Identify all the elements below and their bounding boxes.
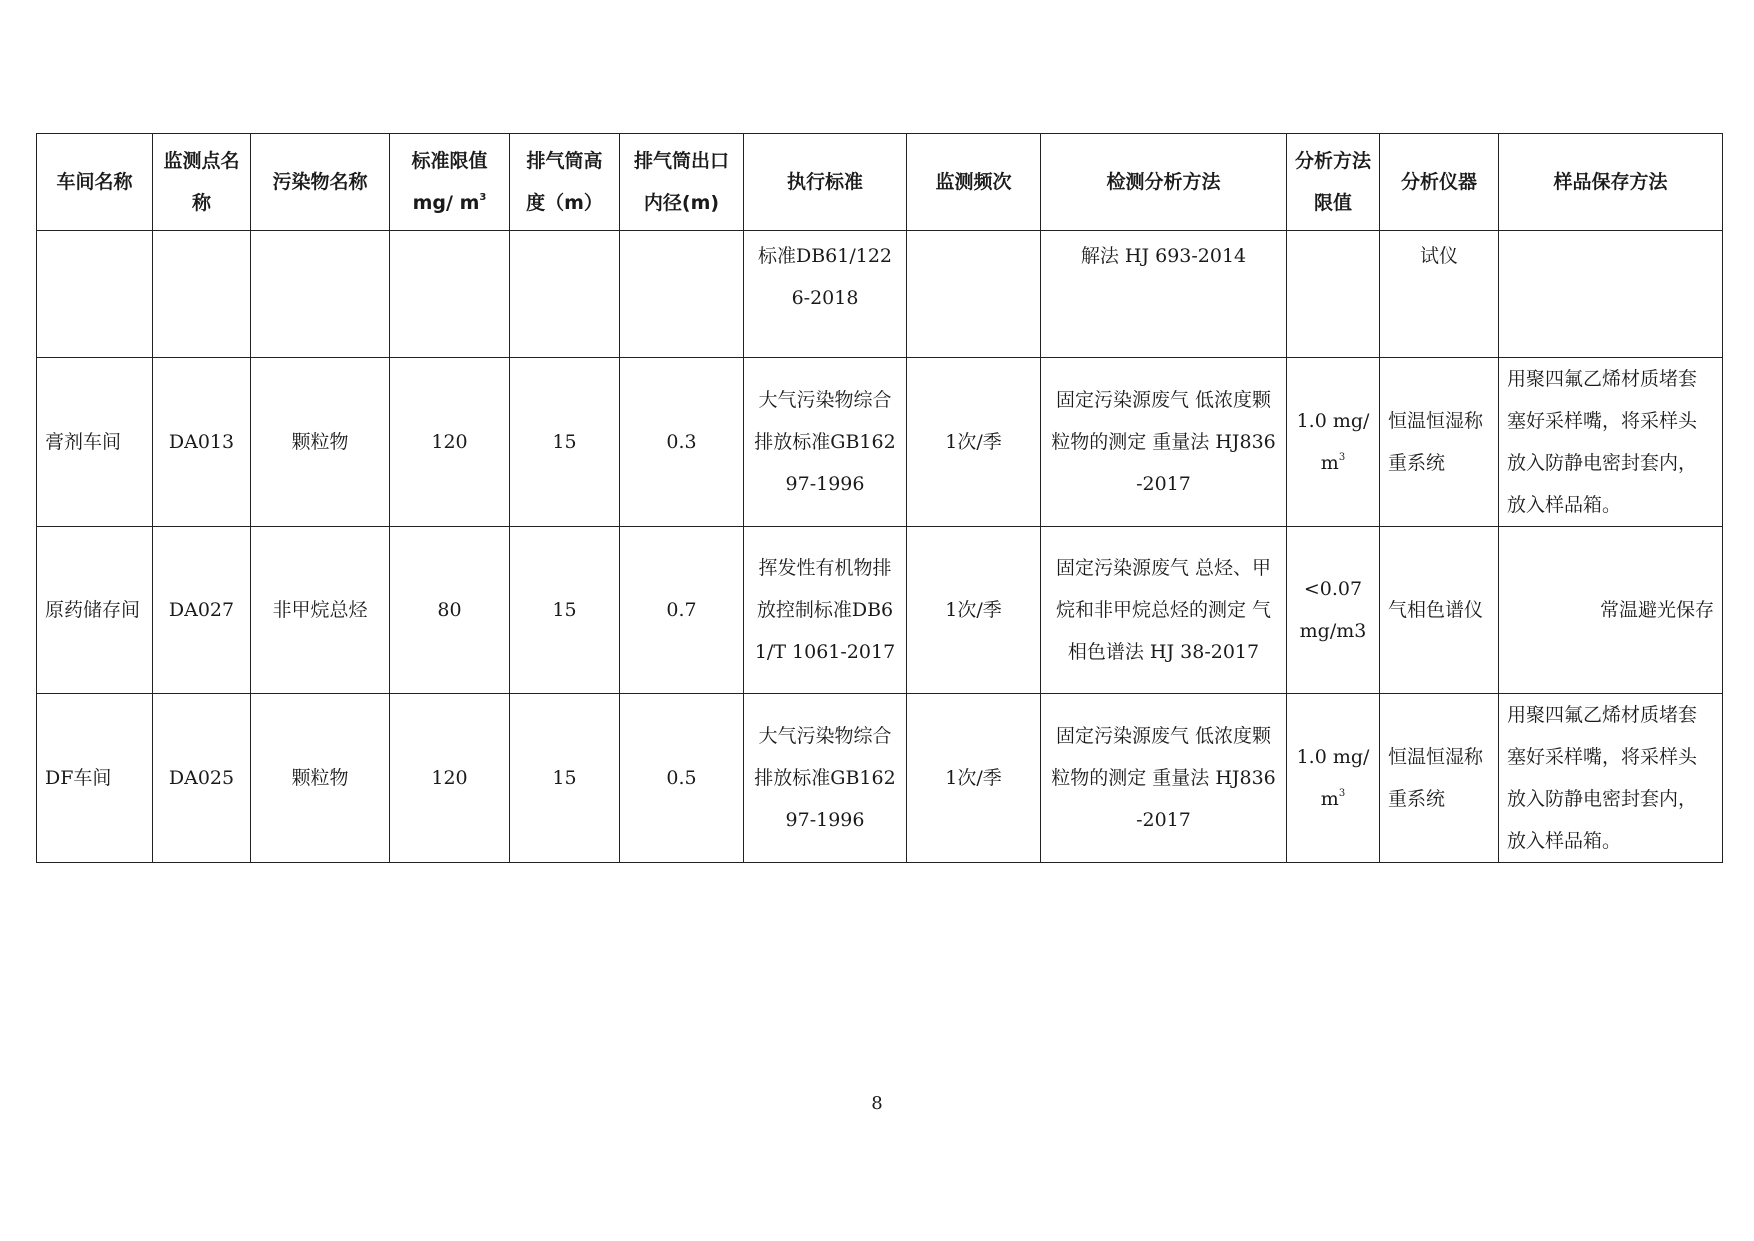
cell-method-limit-sup: 3 xyxy=(1338,452,1346,463)
cell-standard: 大气污染物综合排放标准GB16297-1996 xyxy=(744,358,907,527)
cell-storage: 用聚四氟乙烯材质堵套塞好采样嘴，将采样头放入防静电密封套内，放入样品箱。 xyxy=(1499,694,1723,863)
cell-standard: 挥发性有机物排放控制标准DB61/T 1061-2017 xyxy=(744,527,907,694)
table-row xyxy=(37,527,1723,694)
header-pollutant: 污染物名称 xyxy=(251,134,390,231)
cell-point: DA013 xyxy=(153,358,251,527)
cell-limit: 80 xyxy=(390,527,510,694)
cell-stack-diameter: 0.3 xyxy=(620,358,744,527)
cell-workshop: 膏剂车间 xyxy=(37,358,153,527)
cell-method-limit-sup: 3 xyxy=(1338,788,1346,799)
cell-stack-height: 15 xyxy=(510,694,620,863)
cell-method-limit-text: 1.0 mg/m xyxy=(1296,410,1370,474)
cell-method-limit xyxy=(1287,358,1380,527)
header-limit-unit: mg/ m xyxy=(412,192,480,214)
cell-method-limit-text: <0.07mg/m3 xyxy=(1299,578,1367,642)
table-row xyxy=(37,358,1723,527)
header-point: 监测点名称 xyxy=(153,134,251,231)
header-row xyxy=(37,134,1723,231)
header-method-limit: 分析方法限值 xyxy=(1287,134,1380,231)
cell-frequency xyxy=(907,231,1041,358)
cell-frequency: 1次/季 xyxy=(907,358,1041,527)
cell-method: 解法 HJ 693-2014 xyxy=(1041,231,1287,358)
cell-workshop xyxy=(37,231,153,358)
cell-limit xyxy=(390,231,510,358)
cell-stack-height xyxy=(510,231,620,358)
cell-method-limit-text: 1.0 mg/m xyxy=(1296,746,1370,810)
cell-point xyxy=(153,231,251,358)
cell-stack-diameter xyxy=(620,231,744,358)
table-row xyxy=(37,694,1723,863)
page-number: 8 xyxy=(871,1093,883,1114)
header-stack-height: 排气筒高度（m） xyxy=(510,134,620,231)
cell-method-limit xyxy=(1287,527,1380,694)
cell-method: 固定污染源废气 总烃、甲烷和非甲烷总烃的测定 气相色谱法 HJ 38-2017 xyxy=(1041,527,1287,694)
cell-standard: 标准DB61/1226-2018 xyxy=(744,231,907,358)
cell-method-limit xyxy=(1287,231,1380,358)
cell-frequency: 1次/季 xyxy=(907,694,1041,863)
cell-storage: 常温避光保存 xyxy=(1499,527,1723,694)
header-instrument: 分析仪器 xyxy=(1380,134,1499,231)
header-method: 检测分析方法 xyxy=(1041,134,1287,231)
cell-storage xyxy=(1499,231,1723,358)
cell-method: 固定污染源废气 低浓度颗粒物的测定 重量法 HJ836-2017 xyxy=(1041,694,1287,863)
cell-instrument: 试仪 xyxy=(1380,231,1499,358)
cell-pollutant: 颗粒物 xyxy=(251,358,390,527)
cell-stack-height: 15 xyxy=(510,358,620,527)
cell-workshop: DF车间 xyxy=(37,694,153,863)
monitoring-table xyxy=(36,133,1723,863)
cell-point: DA027 xyxy=(153,527,251,694)
header-standard: 执行标准 xyxy=(744,134,907,231)
cell-point: DA025 xyxy=(153,694,251,863)
cell-instrument: 恒温恒湿称重系统 xyxy=(1380,694,1499,863)
cell-stack-height: 15 xyxy=(510,527,620,694)
header-limit-main: 标准限值 xyxy=(411,150,488,172)
cell-stack-diameter: 0.5 xyxy=(620,694,744,863)
header-stack-diameter: 排气筒出口内径(m) xyxy=(620,134,744,231)
cell-workshop: 原药储存间 xyxy=(37,527,153,694)
cell-pollutant: 颗粒物 xyxy=(251,694,390,863)
header-workshop: 车间名称 xyxy=(37,134,153,231)
header-limit-unit-sup: 3 xyxy=(479,192,487,203)
cell-instrument: 气相色谱仪 xyxy=(1380,527,1499,694)
cell-method: 固定污染源废气 低浓度颗粒物的测定 重量法 HJ836-2017 xyxy=(1041,358,1287,527)
header-storage: 样品保存方法 xyxy=(1499,134,1723,231)
header-frequency: 监测频次 xyxy=(907,134,1041,231)
cell-instrument: 恒温恒湿称重系统 xyxy=(1380,358,1499,527)
cell-limit: 120 xyxy=(390,694,510,863)
cell-storage: 用聚四氟乙烯材质堵套塞好采样嘴，将采样头放入防静电密封套内，放入样品箱。 xyxy=(1499,358,1723,527)
cell-pollutant: 非甲烷总烃 xyxy=(251,527,390,694)
cell-frequency: 1次/季 xyxy=(907,527,1041,694)
header-limit xyxy=(390,134,510,231)
cell-standard: 大气污染物综合排放标准GB16297-1996 xyxy=(744,694,907,863)
cell-pollutant xyxy=(251,231,390,358)
cell-limit: 120 xyxy=(390,358,510,527)
cell-method-limit xyxy=(1287,694,1380,863)
table-row xyxy=(37,231,1723,358)
cell-stack-diameter: 0.7 xyxy=(620,527,744,694)
